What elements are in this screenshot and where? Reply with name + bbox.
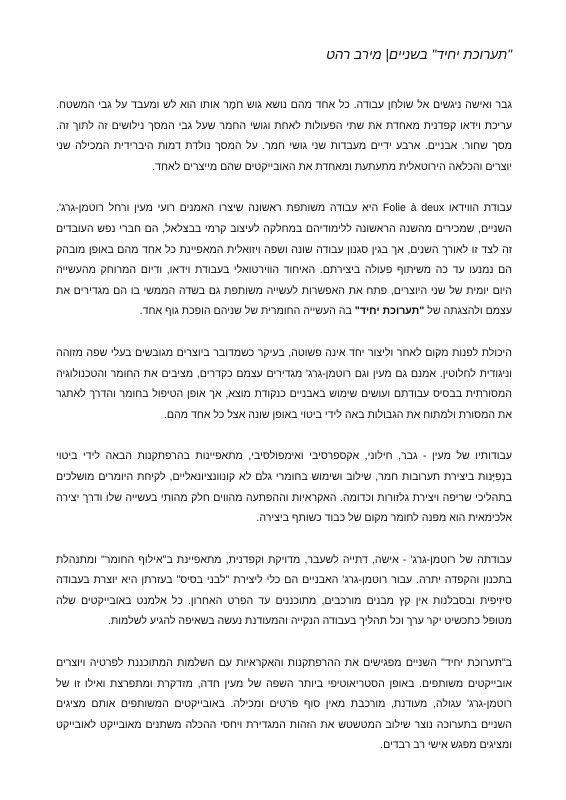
paragraph-2-text-start: עבודת הווידאו Folie à deux היא עבודה משותפת ראשונה שיצרו האמנים רועי מעין ורחל רוטמן-גרג'. השניים, שמכירים מהשנה הראשונה ללימודיהם במחלקה לעיצוב קרמי בבצלאל, הם חברי נפש העובדים זה לצד זו לאורך השנים, אך בגין סגנון עבודה שונה ושפה ויזואלית המאפיינת כל אחד מהם באופן מובהק הם נמנעו עד כה משיתוף פעולה ביצירתם. האיחוד הווירטואלי בעבודת וידאו, ודיום המרוחק מהעשייה היום יומית של שני היוצרים, פתח את האפשרות לעשייה משותפת גם בשדה הממשי בו הם מגדירים את עצמם ולהצגתה של	[56, 202, 512, 318]
paragraph-5: עבודתה של רוטמן-גרג' - אישה, דתייה לשעבר, מדויקת וקפדנית, מתאפיינת ב"אילוף החומר" ומתנהלת בתכנון והקפדה יתרה. עבור רוטמן-גרג' האבניים הם כלי ליצירת "לבני בסיס" בעזרתן היא יוצרת בעבודה סיזיפית ובסבלנות אין קץ מבנים מורכבים, מתוכננים עד הפרט האחרון. כל אלמנט באובייקטים שלה מטופל כתכשיט יקר ערך וכל תהליך בעבודה הנקייה והמעודנת נעשה בשאיפה להגיע לשלמות.	[56, 553, 512, 628]
paragraph-3: היכולת לפנות מקום לאחר וליצור יחד אינה פשוטה, בעיקר כשמדובר ביוצרים מגובשים בעלי שפה מזוהה וניגודית לחלוטין. אמנם גם מעין וגם רוטמן-גרג' מגדירים עצמם כקדרים, מציבים את החומר והטכנולוגיה המסורתית בבסיס עבודתם ועושים שימוש באבניים כנקודת מוצא, אך אופן הטיפול בחומר והדרך לאתגר את המסורת ולמתוח את הגבולות באה לידי ביטוי באופן שונה אצל כל אחד מהם.	[56, 346, 512, 421]
paragraph-2	[56, 198, 512, 322]
paragraph-1: גבר ואישה ניגשים אל שולחן עבודה. כל אחד מהם נושא גוש חֹמֶר אותו הוא לש ומעבד על גבי המשטח. עריכת וידאו קפדנית מאחדת את שתי הפעולות לאחת וגושי החמר שעל גבי המסך נילושים זה לתוך זה. מסך שחור. אבניים. ארבע ידיים מעבדות שני גושי חמר. על המסך נולדת דמות היברידית המכילה שני יוצרים והכלאה הירוטאלית מתעתעת ומאחדת את האובייקטים שהם מייצרים לאחד.	[56, 99, 512, 173]
paragraph-4: עבודותיו של מעין - גבר, חילוני, אקספרסיבי ואימפולסיבי, מתאפיינות בהרפתקנות הבאה לידי ביטוי בנְפִיָּנות ביצירת תערובות חמר, שילוב ושימוש בחומרי גלם לא קונוונציונאליים, לקיחת היומרים מושלכים בתהליכי שריפה ויצירת גלזורות וכדומה. האקראיות וההפתעה מהווים חלק מהותי בעשייה שלו ודרך יצירה אלכימאית הוא מפנה לחומר מקום של כבוד כשותף ביצירה.	[56, 450, 512, 525]
paragraph-6: ב"תערוכת יחיד" השניים מפגישים את ההרפתקנות והאקראיות עם השלמות המתוכננת לפרטיה ויוצרים אובייקטים משותפים. באופן הסטריאוטיפי ביותר השפה של מעין חדה, מזדקרת ומתפרצת ואילו זו של רוטמן-גרג' עגולה, מעודנת, מורכבת מאין סוף פרטים ומכילה. באובייקטים המשותפים אותם מציגים השניים בתערוכה נוצר שילוב המטשטש את הזהות המגדירת ויחסי ההכלה משתנים מאובייקט לאובייקט ומציגים מפגש אישי רב רבדים.	[56, 657, 512, 752]
paragraph-2-text-end: בה העשייה החומרית של שניהם הופכת גוף אחד.	[139, 305, 355, 318]
exhibition-name-bold: "תערוכת יחיד"	[354, 305, 425, 318]
page-title: "תערוכת יחיד" בשניים| מירב רהט	[326, 47, 512, 62]
